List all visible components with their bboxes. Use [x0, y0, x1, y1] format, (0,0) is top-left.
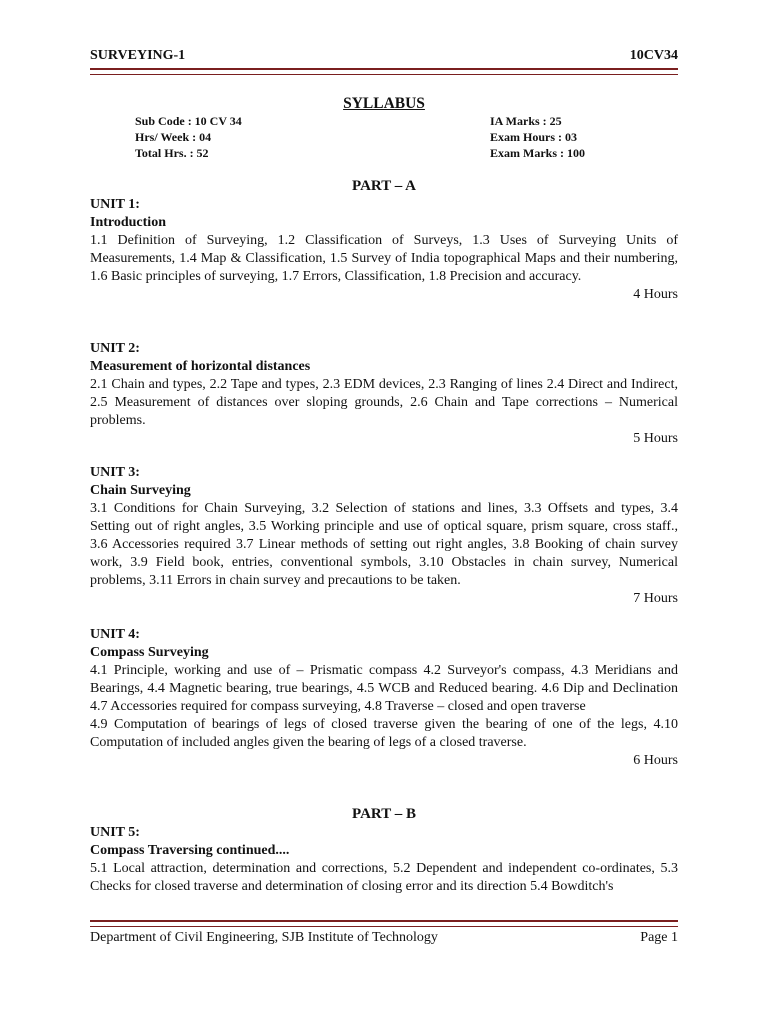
- exam-hours: Exam Hours : 03: [490, 130, 577, 144]
- unit-title: Compass Traversing continued....: [90, 843, 290, 858]
- syllabus-meta-right: [490, 113, 585, 161]
- unit-body: 1.1 Definition of Surveying, 1.2 Classification of Surveys, 1.3 Uses of Surveying Units of Measurements, 1.4 Map & Classification, 1.5 Survey of India topographical Maps and their numbering, 1.6 Basic principles of surveying, 1.7 Errors, Classification, 1.8 Precision and accuracy.: [90, 233, 678, 284]
- unit-5: [90, 824, 678, 896]
- unit-4: [90, 626, 678, 770]
- course-title: SURVEYING-1: [90, 48, 186, 63]
- unit-1: [90, 196, 678, 304]
- department-name: Department of Civil Engineering, SJB Institute of Technology: [90, 930, 438, 945]
- footer-divider: [90, 920, 678, 927]
- unit-hours: 6 Hours: [633, 753, 678, 768]
- part-a-heading: PART – A: [352, 178, 416, 194]
- unit-body: 4.9 Computation of bearings of legs of closed traverse given the bearing of one of the legs, 4.10 Computation of included angles given the bearing of legs of a closed traverse.: [90, 717, 678, 750]
- unit-body: 4.1 Principle, working and use of – Prismatic compass 4.2 Surveyor's compass, 4.3 Meridians and Bearings, 4.4 Magnetic bearing, true bearings, 4.5 WCB and Reduced bearing. 4.6 Dip and Declination 4.7 Accessories required for compass surveying, 4.8 Traverse – closed and open traverse: [90, 663, 678, 714]
- unit-hours: 7 Hours: [633, 591, 678, 606]
- ia-marks: IA Marks : 25: [490, 114, 562, 128]
- page-header: [90, 44, 678, 70]
- unit-2: [90, 340, 678, 448]
- unit-3: [90, 464, 678, 608]
- syllabus-meta-left: [135, 113, 242, 161]
- unit-label: UNIT 5:: [90, 825, 140, 840]
- syllabus-title: SYLLABUS: [343, 95, 425, 112]
- unit-body: 3.1 Conditions for Chain Surveying, 3.2 Selection of stations and lines, 3.3 Offsets and types, 3.4 Setting out of right angles, 3.5 Working principle and use of optical square, prism square, cross staff., 3.6 Accessories required 3.7 Linear methods of setting out right angles, 3.8 Booking of chain survey work, 3.9 Field book, entries, conventional symbols, 3.10 Obstacles in chain survey, Numerical problems, 3.11 Errors in chain survey and precautions to be taken.: [90, 501, 678, 588]
- total-hrs: Total Hrs. : 52: [135, 146, 209, 160]
- sub-code: Sub Code : 10 CV 34: [135, 114, 242, 128]
- hrs-week: Hrs/ Week : 04: [135, 130, 212, 144]
- unit-body: 5.1 Local attraction, determination and corrections, 5.2 Dependent and independent co-ordinates, 5.3 Checks for closed traverse and determination of closing error and its direction 5.4 Bowditch's: [90, 861, 678, 894]
- part-b-heading: PART – B: [352, 806, 416, 822]
- unit-hours: 4 Hours: [633, 287, 678, 302]
- unit-body: 2.1 Chain and types, 2.2 Tape and types, 2.3 EDM devices, 2.3 Ranging of lines 2.4 Direct and Indirect, 2.5 Measurement of distances over sloping grounds, 2.6 Chain and Tape corrections – Numerical problems.: [90, 377, 678, 428]
- header-divider: [90, 68, 678, 75]
- exam-marks: Exam Marks : 100: [490, 146, 585, 160]
- unit-title: Introduction: [90, 215, 166, 230]
- unit-title: Chain Surveying: [90, 483, 191, 498]
- unit-hours: 5 Hours: [633, 431, 678, 446]
- unit-label: UNIT 2:: [90, 341, 140, 356]
- course-code: 10CV34: [629, 48, 678, 63]
- unit-label: UNIT 1:: [90, 197, 140, 212]
- unit-label: UNIT 4:: [90, 627, 140, 642]
- page-number: Page 1: [640, 930, 678, 945]
- unit-title: Measurement of horizontal distances: [90, 359, 311, 374]
- unit-label: UNIT 3:: [90, 465, 140, 480]
- unit-title: Compass Surveying: [90, 645, 209, 660]
